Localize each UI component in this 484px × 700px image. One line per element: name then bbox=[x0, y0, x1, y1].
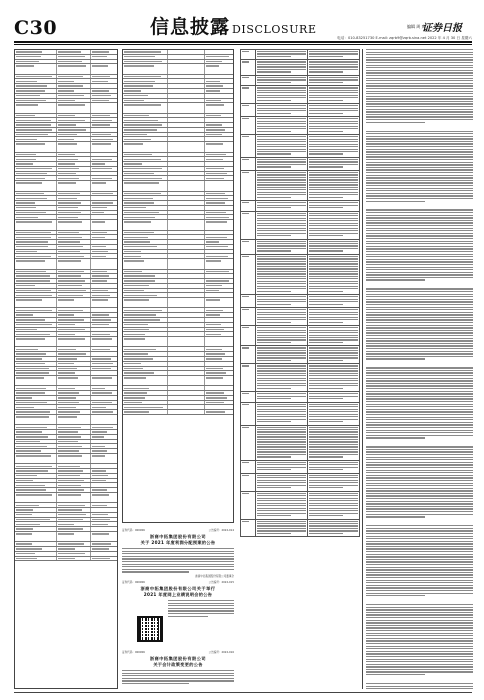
notice-subtitle: 2021 年度网上业绩说明会的公告 bbox=[143, 592, 213, 597]
table-row bbox=[15, 181, 117, 191]
notice-title: 浙商中拓集团股份有限公司 bbox=[149, 534, 207, 539]
item-table-column bbox=[240, 49, 360, 689]
notice-body bbox=[168, 600, 234, 617]
table-row bbox=[241, 364, 360, 392]
financial-table bbox=[15, 50, 117, 561]
financial-table-column-a bbox=[14, 49, 118, 689]
table-row bbox=[15, 556, 117, 561]
notice-body bbox=[122, 670, 234, 684]
table-row bbox=[15, 337, 117, 347]
footer-rule bbox=[14, 692, 472, 693]
notice-code: 证券代码：000906 bbox=[122, 651, 145, 654]
financial-table bbox=[123, 50, 233, 415]
table-row bbox=[123, 410, 233, 415]
table-row bbox=[241, 295, 360, 308]
table-row bbox=[123, 220, 233, 230]
table-row bbox=[241, 201, 360, 211]
editor-line: 编辑 周 爽 bbox=[407, 24, 426, 29]
notice-accounting bbox=[122, 650, 234, 686]
table-row bbox=[241, 346, 360, 364]
section-title-en: DISCLOSURE bbox=[232, 23, 317, 36]
table-row bbox=[241, 239, 360, 254]
qr-code-icon bbox=[137, 616, 163, 642]
table-row bbox=[241, 460, 360, 473]
table-row bbox=[241, 211, 360, 239]
table-row bbox=[241, 135, 360, 158]
table-row bbox=[241, 117, 360, 135]
table-row bbox=[241, 170, 360, 200]
table-row bbox=[241, 50, 360, 60]
contact-line: 电话：010-83251730 E-mail: zqrb9@zqrb.sina.net 2022 年 4 月 30 日 星期六 bbox=[337, 36, 472, 40]
table-row bbox=[15, 531, 117, 541]
notice-code: 证券代码：000906 bbox=[122, 529, 145, 532]
table-row bbox=[123, 259, 233, 269]
table-row bbox=[241, 254, 360, 294]
table-row bbox=[241, 473, 360, 491]
notice-number: 公告编号：2022-015 bbox=[208, 581, 234, 584]
item-table bbox=[240, 49, 360, 537]
table-row bbox=[241, 104, 360, 117]
table-row bbox=[241, 75, 360, 85]
notice-earnings-call bbox=[122, 580, 234, 618]
table-row bbox=[123, 181, 233, 191]
notice-number: 公告编号：2022-014 bbox=[208, 529, 234, 532]
page-number: C30 bbox=[14, 17, 58, 39]
table-row bbox=[241, 402, 360, 425]
notice-title: 浙商中拓集团股份有限公司 bbox=[149, 656, 207, 661]
table-row bbox=[241, 425, 360, 460]
table-row bbox=[123, 64, 233, 74]
financial-table-column-b bbox=[122, 49, 234, 523]
table-row bbox=[241, 491, 360, 519]
text-body bbox=[363, 49, 473, 689]
table-row bbox=[123, 337, 233, 347]
notice-number: 公告编号：2022-016 bbox=[208, 651, 234, 654]
table-row bbox=[241, 86, 360, 104]
masthead bbox=[0, 0, 484, 44]
table-row bbox=[241, 392, 360, 402]
table-row bbox=[123, 298, 233, 308]
header-rule bbox=[14, 41, 472, 43]
table-row bbox=[241, 519, 360, 537]
table-row bbox=[15, 453, 117, 463]
notice-body bbox=[122, 548, 234, 573]
paper-logo: 证券日报 bbox=[422, 23, 462, 34]
notice-dividend bbox=[122, 528, 234, 578]
table-row bbox=[15, 415, 117, 425]
table-row bbox=[241, 308, 360, 326]
notice-title: 浙商中拓集团股份有限公司关于举行 bbox=[140, 586, 216, 591]
table-row bbox=[15, 259, 117, 269]
table-row bbox=[15, 220, 117, 230]
table-row bbox=[15, 298, 117, 308]
table-row bbox=[241, 60, 360, 75]
notice-code: 证券代码：000906 bbox=[122, 581, 145, 584]
notice-signature: 浙商中拓集团股份有限公司董事会 bbox=[195, 574, 234, 578]
table-row bbox=[15, 103, 117, 113]
table-row bbox=[123, 376, 233, 386]
table-row bbox=[123, 142, 233, 152]
table-row bbox=[15, 142, 117, 152]
section-title bbox=[150, 16, 317, 41]
header-rule-thin bbox=[14, 44, 472, 45]
table-row bbox=[241, 326, 360, 346]
text-body-column bbox=[362, 49, 473, 689]
notice-subtitle: 关于会计政策变更的公告 bbox=[153, 662, 203, 667]
table-row bbox=[15, 376, 117, 386]
table-row bbox=[123, 103, 233, 113]
table-row bbox=[15, 64, 117, 74]
notice-subtitle: 关于 2021 年度利润分配预案的公告 bbox=[140, 540, 216, 545]
table-row bbox=[241, 157, 360, 170]
table-row bbox=[15, 492, 117, 502]
section-title-cn: 信息披露 bbox=[150, 16, 231, 38]
